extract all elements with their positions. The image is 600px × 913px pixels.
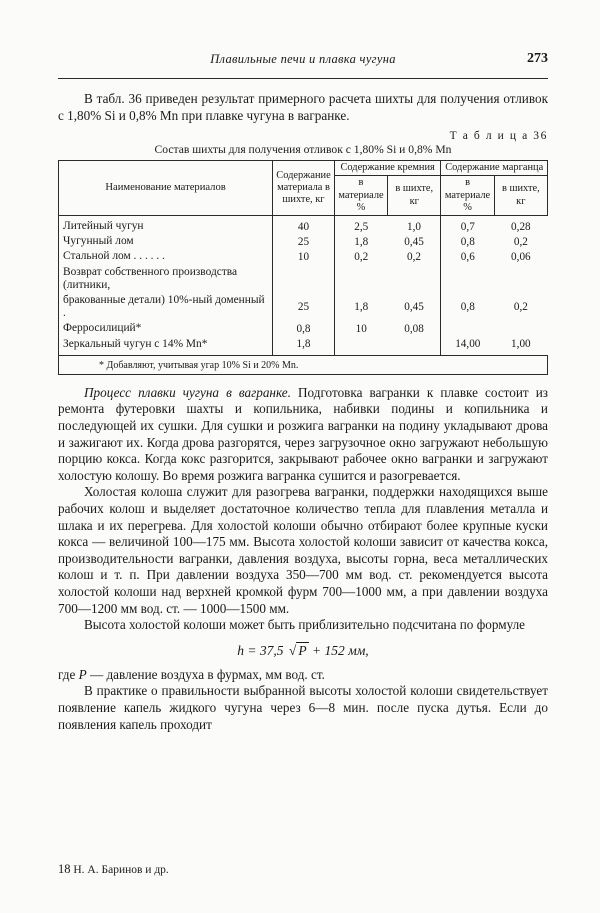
row-material-name: Литейный чугун [59,216,273,235]
row-si-material: 10 [334,321,387,336]
row-si-charge [388,337,441,355]
row-si-material [334,337,387,355]
paragraph-where [58,667,548,684]
row-charge: 10 [297,251,310,263]
running-head [58,52,548,79]
where-prefix: где [58,666,79,682]
table-header [59,161,548,216]
table-body [59,216,548,355]
row-mn-charge [494,321,547,336]
row-si-material: 0,2 [334,249,387,264]
intro-paragraph: В табл. 36 приведен результат примерного расчета шихты для получения отливок с 1,80% Si и 0,8% Mn при плавке чугуна в вагранке. [58,91,548,123]
page-content [58,52,548,733]
row-material-name: бракованные детали) 10%-ный доменный . [59,293,273,321]
table-row [59,249,548,264]
footer-author: Н. А. Баринов и др. [73,864,169,876]
row-mn-material [441,321,494,336]
table-footnote: * Добавляют, учитывая угар 10% Si и 20% Mn. [59,355,547,374]
paragraph-formula-intro: Высота холостой колоши может быть приблизительно подсчитана по формуле [84,617,526,633]
row-material-name: Ферросилиций* [59,321,273,336]
paragraph-practice: В практике о правильности выбранной высоты холостой колоши свидетельствует появление капель жидкого чугуна через 6—8 мин. после пуска дутья. Если до появления капель проходит [58,683,548,732]
table-row [59,265,548,293]
header-manganese-content: Содержание марганца [441,161,548,176]
row-si-charge: 0,2 [407,251,422,263]
row-material-name: Зеркальный чугун с 14% Mn* [59,337,273,355]
row-si-material: 2,5 [334,216,387,235]
row-si-charge: 0,45 [404,235,424,248]
row-si-material: 1,8 [334,234,387,249]
table-row [59,234,548,249]
row-charge [273,265,335,293]
row-si-material [334,265,387,293]
row-mn-material [441,265,494,293]
row-material-name: Чугунный лом [59,234,273,249]
row-si-charge [388,265,441,293]
table-row [59,216,548,235]
row-charge: 25 [297,301,310,314]
row-charge: 0,8 [296,323,311,336]
formula-lhs: h = 37,5 [237,642,284,658]
table-row [59,321,548,336]
header-charge-content: Содержание материала в шихте, кг [273,161,335,216]
intro-paragraph-block [58,91,548,124]
row-material-name: Стальной лом . . . . . . [59,249,273,264]
footer-signature-number: 18 [58,862,71,876]
paragraph-process-rest: Подготовка вагранки к плавке состоит из ремонта футеровки шахты и копильника, набивки подины и копильника и последующей их сушки. Для сушки и розжига вагранки на подину укладывают дрова и зажигают их. Когда дрова разгорятся, через загрузочное окно загружают небольшую порцию кокса. Когда кокс разгорится, закрывают рабочее окно вагранки и загружают холостую колошу. Во время розжига вагранка сушится и разогревается. [58,384,549,483]
row-mn-material: 14,00 [441,337,494,355]
header-si-in-charge: в шихте, кг [388,176,441,216]
table-caption [58,130,548,156]
header-materials-name: Наименование материалов [59,161,273,216]
header-mn-in-charge: в шихте, кг [494,176,547,216]
row-si-material: 1,8 [334,293,387,321]
row-mn-charge [494,265,547,293]
table-footnote-box [58,355,548,375]
row-mn-material: 0,7 [441,216,494,235]
paragraph-idle-charge: Холостая колоша служит для разогрева вагранки, поддержки находящихся выше рабочих колош и выделяет достаточное количество тепла для плавления металла и шлака и их перегрева. Для холостой колоши обычно отбирают более крупные куски кокса — величиной 100—175 мм. Высота холостой колоши зависит от качества кокса, производительности вагранки, давления воздуха, высоты горна, веса металлических колош и т. п. При давлении воздуха 350—700 мм вод. ст. рекомендуется высота холостой колоши над верхней кромкой фурм 700—1000 мм, а при давлении воздуха 700—1200 мм вод. ст. — 1000—1500 мм. [58,484,548,616]
page-number: 273 [527,51,548,66]
where-variable: P [78,666,87,682]
charge-composition-table [58,160,548,355]
row-mn-charge: 0,06 [511,251,531,263]
formula-radicand: P [298,642,307,658]
row-mn-material: 0,8 [441,293,494,321]
row-mn-charge: 0,28 [511,220,531,233]
formula-radical [287,643,309,659]
table-number-label: Т а б л и ц а 36 [449,130,548,143]
header-si-in-material: в материале % [334,176,387,216]
row-charge: 25 [297,235,310,248]
row-charge: 1,8 [296,338,311,351]
row-si-charge: 1,0 [407,220,422,233]
row-mn-charge: 0,2 [513,301,528,314]
where-rest: — давление воздуха в фурмах, мм вод. ст. [86,666,325,682]
page-footer [58,862,169,877]
row-mn-charge: 0,2 [513,235,528,248]
paragraph-process [58,385,548,485]
table-row [59,337,548,355]
row-mn-charge: 1,00 [511,338,531,351]
paragraph-process-lead: Процесс плавки чугуна в вагранке. [84,384,291,400]
row-si-charge: 0,08 [404,323,424,336]
formula-rhs: + 152 мм, [311,642,369,658]
row-charge: 40 [297,220,310,233]
header-mn-in-material: в материале % [441,176,494,216]
table-title: Состав шихты для получения отливок с 1,80% Si и 0,8% Mn [154,143,452,157]
table-row [59,293,548,321]
running-head-title: Плавильные печи и плавка чугуна [210,52,396,66]
header-silicon-content: Содержание кремния [334,161,441,176]
row-si-charge: 0,45 [404,301,424,314]
table-header-row-1 [59,161,548,176]
body-text [58,385,548,733]
row-mn-material: 0,6 [441,249,494,264]
row-mn-material: 0,8 [441,234,494,249]
row-material-name: Возврат собственного производства (литники, [59,265,273,293]
radical-sign: √ [288,642,297,658]
formula-height [58,643,548,659]
